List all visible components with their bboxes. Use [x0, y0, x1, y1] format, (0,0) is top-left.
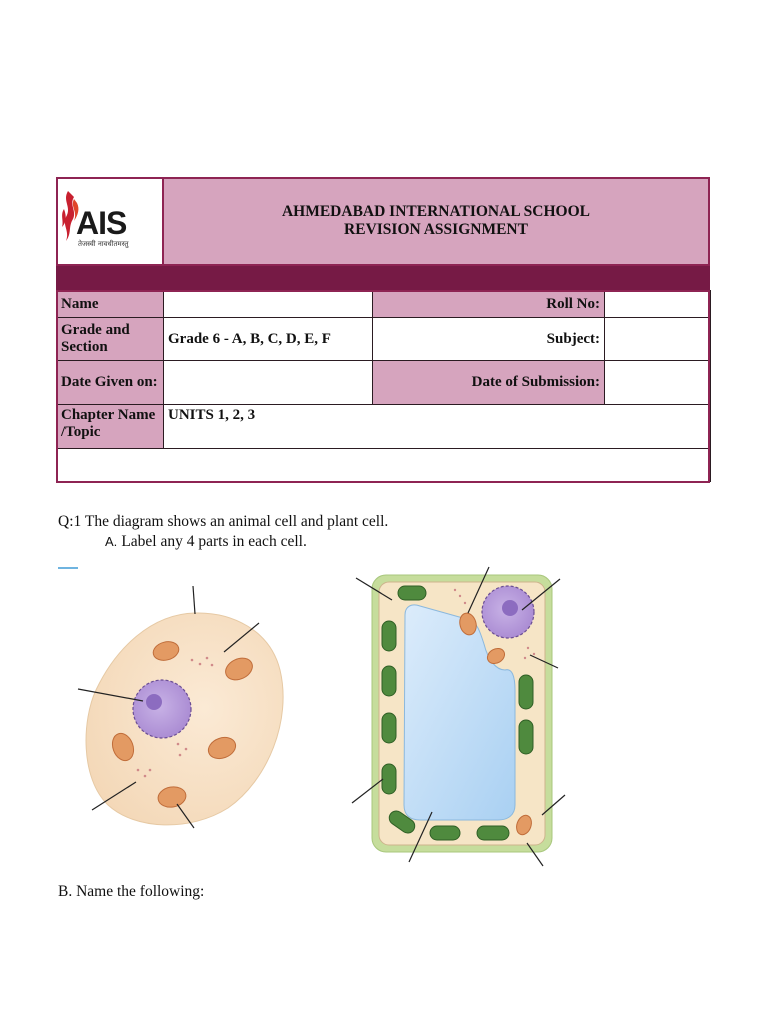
name-label: Name — [57, 291, 164, 318]
animal-cell — [78, 586, 283, 828]
submission-label: Date of Submission: — [373, 361, 605, 405]
animal-nucleolus — [146, 694, 162, 710]
logo-motto: तेजस्वी नावधीतमस्तु — [78, 240, 129, 248]
school-name: AHMEDABAD INTERNATIONAL SCHOOL — [281, 203, 591, 220]
question-1a-text: Label any 4 parts in each cell. — [121, 533, 307, 550]
roll-label: Roll No: — [373, 291, 605, 318]
plant-nucleolus — [502, 600, 518, 616]
question-1a-marker: A. — [105, 534, 118, 549]
question-1: Q:1 The diagram shows an animal cell and plant cell. — [58, 513, 389, 530]
grade-value: Grade 6 - A, B, C, D, E, F — [164, 318, 373, 361]
assignment-title: REVISION ASSIGNMENT — [344, 221, 528, 238]
chapter-label: Chapter Name /Topic — [57, 405, 164, 449]
question-1b: B. Name the following: — [58, 883, 205, 900]
grade-label: Grade and Section — [57, 318, 164, 361]
subject-label: Subject: — [373, 318, 605, 361]
logo-text: AIS — [76, 205, 127, 241]
chapter-value: UNITS 1, 2, 3 — [164, 405, 711, 449]
date-given-label: Date Given on: — [57, 361, 164, 405]
plant-cell — [352, 567, 565, 866]
animal-nucleus — [133, 680, 191, 738]
